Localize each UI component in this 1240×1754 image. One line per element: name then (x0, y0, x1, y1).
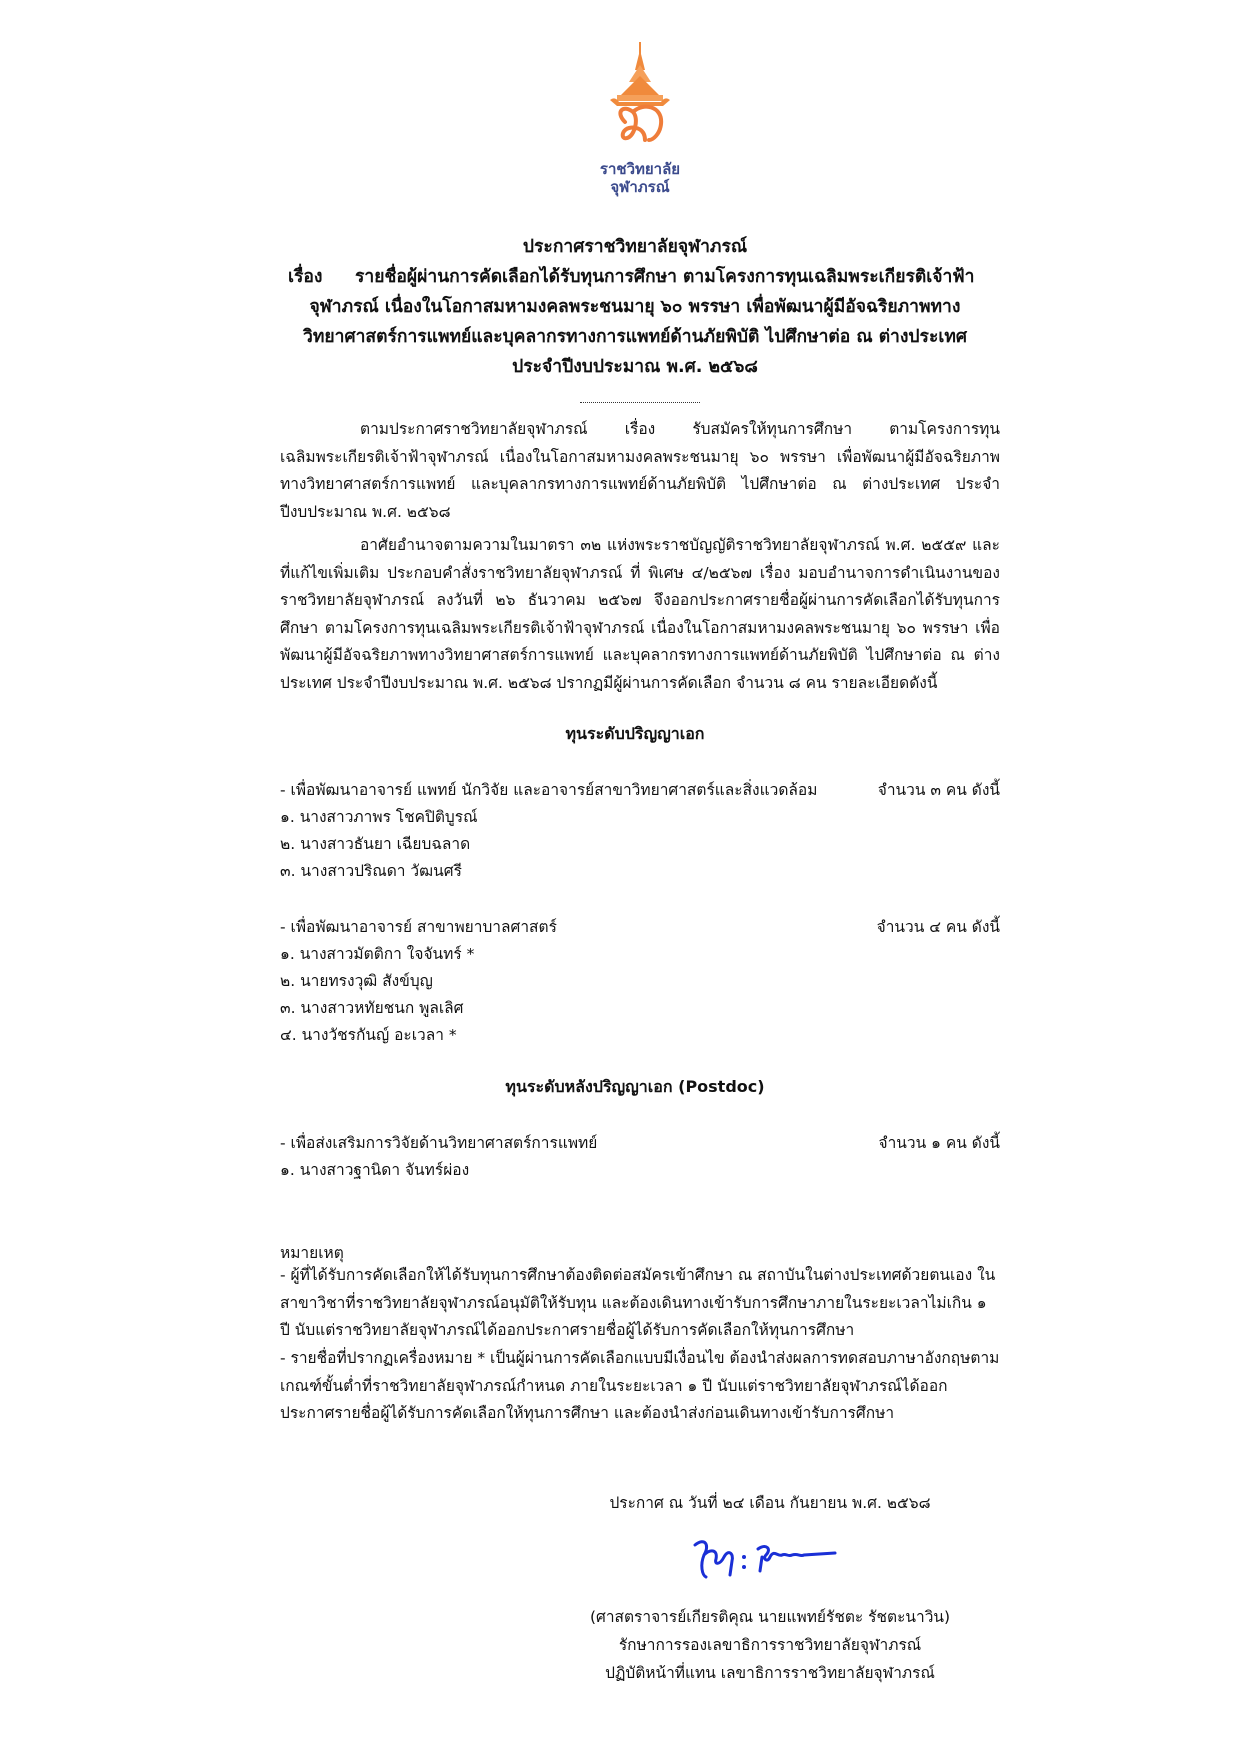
recipient-name: ๓. นางสาวหทัยชนก พูลเลิศ (280, 999, 464, 1017)
remark-item-1: - ผู้ที่ได้รับการคัดเลือกให้ได้รับทุนการศึกษาต้องติดต่อสมัครเข้าศึกษา ณ สถาบันในต่างประเทศด้วยตนเอง ในสาขาวิชาที่ราชวิทยาลัยจุฬาภรณ์อนุมัติให้รับทุน และต้องเดินทางเข้ารับการศึกษาภายในระยะเวลาไม่เกิน ๑ ปี นับแต่ราชวิทยาลัยจุฬาภรณ์ได้ออกประกาศรายชื่อผู้ได้รับการคัดเลือกให้ทุนการศึกษา (280, 1266, 996, 1339)
group-purpose: - เพื่อพัฒนาอาจารย์ สาขาพยาบาลศาสตร์ (280, 918, 557, 936)
section-heading-phd: ทุนระดับปริญญาเอก (565, 724, 705, 743)
subject-line-2: จุฬาภรณ์ เนื่องในโอกาสมหามงคลพระชนมายุ ๖๐ พรรษา เพื่อพัฒนาผู้มีอัจฉริยภาพทาง (309, 297, 961, 317)
institution-logo (585, 40, 695, 215)
recipient-name: ๒. นายทรงวุฒิ สังข์บุญ (280, 972, 433, 990)
body-paragraph-1: ตามประกาศราชวิทยาลัยจุฬาภรณ์ เรื่อง รับสมัครให้ทุนการศึกษา ตามโครงการทุนเฉลิมพระเกียรติเจ้าฟ้าจุฬาภรณ์ เนื่องในโอกาสมหามงคลพระชนมายุ ๖๐ พรรษา เพื่อพัฒนาผู้มีอัจฉริยภาพทางวิทยาศาสตร์การแพทย์ และบุคลากรทางการแพทย์ด้านภัยพิบัติ ไปศึกษาต่อ ณ ต่างประเทศ ประจำปีงบประมาณ พ.ศ. ๒๕๖๘ (280, 420, 1000, 521)
recipient-name: ๒. นางสาวธันยา เฉียบฉลาด (280, 835, 471, 853)
recipient-name: ๔. นางวัชรกันญ์ อะเวลา * (280, 1026, 457, 1044)
royal-crown-emblem-icon (605, 40, 675, 160)
announcement-date: ประกาศ ณ วันที่ ๒๔ เดือน กันยายน พ.ศ. ๒๕๖๘ (609, 1494, 931, 1512)
handwritten-signature-icon (690, 1535, 840, 1589)
logo-text-line1: ราชวิทยาลัย (599, 160, 681, 178)
group-purpose: - เพื่อส่งเสริมการวิจัยด้านวิทยาศาสตร์การแพทย์ (280, 1134, 598, 1152)
recipient-name: ๓. นางสาวปริณดา วัฒนศรี (280, 862, 462, 880)
remark-item-2: - รายชื่อที่ปรากฏเครื่องหมาย * เป็นผู้ผ่านการคัดเลือกแบบมีเงื่อนไข ต้องนำส่งผลการทดสอบภาษาอังกฤษตามเกณฑ์ขั้นต่ำที่ราชวิทยาลัยจุฬาภรณ์กำหนด ภายในระยะเวลา ๑ ปี นับแต่ราชวิทยาลัยจุฬาภรณ์ได้ออกประกาศรายชื่อผู้ได้รับการคัดเลือกให้ทุนการศึกษา และต้องนำส่งก่อนเดินทางเข้ารับการศึกษา (280, 1349, 1000, 1422)
remarks-label: หมายเหตุ (280, 1244, 344, 1262)
signatory-name: (ศาสตราจารย์เกียรติคุณ นายแพทย์รัชตะ รัชตะนาวิน) (589, 1608, 951, 1626)
logo-text-line2: จุฬาภรณ์ (610, 178, 670, 196)
subject-label: เรื่อง (288, 267, 323, 287)
group-count: จำนวน ๓ คน ดังนี้ (877, 781, 1000, 799)
recipient-name: ๑. นางสาวภาพร โชคปิติบูรณ์ (280, 808, 478, 826)
section-heading-postdoc: ทุนระดับหลังปริญญาเอก (Postdoc) (505, 1077, 765, 1096)
recipient-name: ๑. นางสาวฐานิดา จันทร์ผ่อง (280, 1161, 470, 1179)
group-purpose: - เพื่อพัฒนาอาจารย์ แพทย์ นักวิจัย และอาจารย์สาขาวิทยาศาสตร์และสิ่งแวดล้อม (280, 781, 818, 799)
body-paragraph-2: อาศัยอำนาจตามความในมาตรา ๓๒ แห่งพระราชบัญญัติราชวิทยาลัยจุฬาภรณ์ พ.ศ. ๒๕๕๙ และที่แก้ไขเพิ่มเติม ประกอบคำสั่งราชวิทยาลัยจุฬาภรณ์ ที่ พิเศษ ๔/๒๕๖๗ เรื่อง มอบอำนาจการดำเนินงานของราชวิทยาลัยจุฬาภรณ์ ลงวันที่ ๒๖ ธันวาคม ๒๕๖๗ จึงออกประกาศรายชื่อผู้ผ่านการคัดเลือกได้รับทุนการศึกษา ตามโครงการทุนเฉลิมพระเกียรติเจ้าฟ้าจุฬาภรณ์ เนื่องในโอกาสมหามงคลพระชนมายุ ๖๐ พรรษา เพื่อพัฒนาผู้มีอัจฉริยภาพทางวิทยาศาสตร์การแพทย์ และบุคลากรทางการแพทย์ด้านภัยพิบัติ ไปศึกษาต่อ ณ ต่างประเทศ ประจำปีงบประมาณ พ.ศ. ๒๕๖๘ ปรากฏมีผู้ผ่านการคัดเลือก จำนวน ๘ คน รายละเอียดดังนี้ (280, 536, 1000, 692)
subject-line-3: วิทยาศาสตร์การแพทย์และบุคลากรทางการแพทย์ด้านภัยพิบัติ ไปศึกษาต่อ ณ ต่างประเทศ (303, 327, 967, 347)
signatory-position-2: ปฏิบัติหน้าที่แทน เลขาธิการราชวิทยาลัยจุฬาภรณ์ (605, 1664, 935, 1682)
group-count: จำนวน ๔ คน ดังนี้ (876, 918, 1000, 936)
subject-line-4: ประจำปีงบประมาณ พ.ศ. ๒๕๖๘ (512, 357, 758, 377)
recipient-name: ๑. นางสาวมัตติกา ใจจันทร์ * (280, 945, 475, 963)
group-count: จำนวน ๑ คน ดังนี้ (878, 1134, 1000, 1152)
signatory-position-1: รักษาการรองเลขาธิการราชวิทยาลัยจุฬาภรณ์ (618, 1636, 922, 1654)
issuer-title: ประกาศราชวิทยาลัยจุฬาภรณ์ (522, 237, 748, 257)
divider-dots (580, 402, 700, 403)
subject-line-1: รายชื่อผู้ผ่านการคัดเลือกได้รับทุนการศึกษา ตามโครงการทุนเฉลิมพระเกียรติเจ้าฟ้า (355, 267, 975, 287)
